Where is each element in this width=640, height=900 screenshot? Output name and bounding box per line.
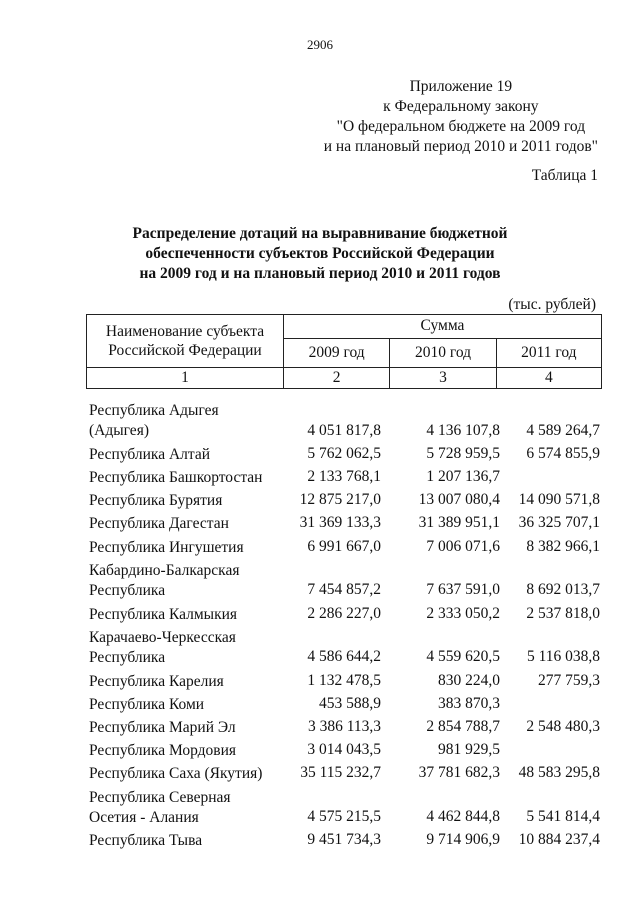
row-subject-name-line2: Республика xyxy=(89,648,166,666)
row-value-2009: 3 014 043,5 xyxy=(307,741,381,759)
row-value-2010: 383 870,3 xyxy=(438,694,500,712)
row-value-2009: 1 132 478,5 xyxy=(307,671,381,689)
table-row xyxy=(0,718,640,739)
row-value-2010: 2 854 788,7 xyxy=(426,718,500,735)
row-value-2011: 4 589 264,7 xyxy=(526,421,600,439)
row-value-2010: 7 006 071,6 xyxy=(426,537,500,555)
units-label: (тыс. рублей) xyxy=(508,296,596,313)
row-subject-name xyxy=(89,831,289,851)
row-subject-name xyxy=(89,605,289,625)
row-value-2011: 14 090 571,8 xyxy=(518,491,600,509)
appendix-line: к Федеральному закону xyxy=(383,98,539,115)
row-value-2009: 12 875 217,0 xyxy=(299,491,381,509)
row-subject-name-line1: Карачаево-Черкесская xyxy=(89,628,236,646)
row-value-2010: 31 389 951,1 xyxy=(418,514,500,532)
row-value-2009: 31 369 133,3 xyxy=(299,514,381,532)
row-value-2010: 4 559 620,5 xyxy=(426,648,500,666)
title-line: обеспеченности субъектов Российской Федерации xyxy=(145,245,495,262)
column-header-name xyxy=(87,315,284,368)
row-value-2010: 9 714 906,9 xyxy=(426,831,500,849)
row-subject-name xyxy=(89,695,289,715)
table-row xyxy=(0,514,640,535)
page-number: 2906 xyxy=(307,37,333,52)
row-subject-name-line1: Республика Башкортостан xyxy=(89,469,263,486)
column-number-3: 3 xyxy=(390,368,496,389)
row-value-2009: 7 454 857,2 xyxy=(307,581,381,599)
row-value-2011: 2 537 818,0 xyxy=(526,604,600,622)
row-subject-name xyxy=(89,401,289,441)
column-header-name-line2: Российской Федерации xyxy=(108,342,262,359)
row-subject-name xyxy=(89,764,289,784)
column-number-1: 1 xyxy=(87,368,284,389)
row-value-2010: 2 333 050,2 xyxy=(426,604,500,622)
row-subject-name xyxy=(89,445,289,465)
row-subject-name xyxy=(89,491,289,511)
row-subject-name xyxy=(89,628,289,668)
column-number-2: 2 xyxy=(284,368,390,389)
table-row xyxy=(0,741,640,762)
appendix-line: Приложение 19 xyxy=(409,78,513,95)
table-row xyxy=(0,788,640,829)
row-value-2011: 277 759,3 xyxy=(538,671,600,689)
row-value-2009: 5 762 062,5 xyxy=(307,444,381,462)
table-header xyxy=(86,314,602,389)
row-subject-name-line1: Республика Бурятия xyxy=(89,492,223,510)
row-value-2010: 37 781 682,3 xyxy=(418,764,500,782)
title-line: на 2009 год и на плановый период 2010 и 2011 годов xyxy=(139,265,501,282)
row-subject-name-line1: Республика Адыгея xyxy=(89,402,219,419)
row-value-2011: 8 382 966,1 xyxy=(526,537,600,555)
appendix-header xyxy=(324,77,598,157)
row-value-2010: 981 929,5 xyxy=(438,741,500,759)
row-subject-name-line2: (Адыгея) xyxy=(89,422,149,439)
table-row xyxy=(0,764,640,785)
table-row xyxy=(0,561,640,602)
row-value-2009: 3 386 113,3 xyxy=(307,718,381,735)
table-row xyxy=(0,831,640,852)
row-value-2009: 35 115 232,7 xyxy=(300,764,381,782)
column-header-2010: 2010 год xyxy=(390,338,496,367)
table-row xyxy=(0,468,640,489)
row-value-2011: 6 574 855,9 xyxy=(526,444,600,462)
row-value-2009: 4 051 817,8 xyxy=(307,421,381,439)
table-row xyxy=(0,628,640,669)
row-value-2010: 7 637 591,0 xyxy=(426,581,500,599)
row-subject-name xyxy=(89,468,289,488)
table-row xyxy=(0,445,640,466)
row-subject-name-line2: Республика xyxy=(89,581,166,599)
row-subject-name xyxy=(89,718,289,738)
column-number-4: 4 xyxy=(496,368,601,389)
row-value-2010: 4 136 107,8 xyxy=(426,421,500,439)
document-title xyxy=(0,224,640,284)
table-row xyxy=(0,401,640,442)
row-subject-name-line1: Республика Марий Эл xyxy=(89,719,236,736)
row-value-2009: 4 575 215,5 xyxy=(307,808,381,826)
row-value-2011: 5 541 814,4 xyxy=(526,808,600,826)
table-row xyxy=(0,672,640,693)
column-header-2009: 2009 год xyxy=(284,338,390,367)
row-value-2011: 2 548 480,3 xyxy=(526,718,600,735)
row-subject-name xyxy=(89,561,289,601)
row-subject-name-line1: Республика Алтай xyxy=(89,445,211,463)
row-subject-name xyxy=(89,672,289,692)
row-value-2009: 2 133 768,1 xyxy=(307,468,381,485)
row-subject-name-line2: Осетия - Алания xyxy=(89,808,199,826)
row-value-2011: 36 325 707,1 xyxy=(518,514,600,532)
table-row xyxy=(0,605,640,626)
row-value-2011: 48 583 295,8 xyxy=(518,764,600,782)
row-value-2009: 9 451 734,3 xyxy=(307,831,381,849)
column-header-sum: Сумма xyxy=(284,315,602,339)
row-subject-name xyxy=(89,788,289,828)
row-subject-name-line1: Республика Калмыкия xyxy=(89,605,238,623)
row-subject-name-line1: Республика Карелия xyxy=(89,672,224,690)
row-value-2009: 453 588,9 xyxy=(319,694,381,712)
row-value-2010: 13 007 080,4 xyxy=(418,491,500,509)
row-subject-name-line1: Кабардино-Балкарская xyxy=(89,561,240,579)
row-subject-name-line1: Республика Дагестан xyxy=(89,515,229,533)
row-subject-name-line1: Республика Северная xyxy=(89,788,231,806)
row-value-2010: 830 224,0 xyxy=(438,671,500,689)
row-subject-name xyxy=(89,741,289,761)
appendix-line: "О федеральном бюджете на 2009 год xyxy=(336,118,586,135)
row-value-2010: 5 728 959,5 xyxy=(426,444,500,462)
row-subject-name-line1: Республика Коми xyxy=(89,695,205,713)
table-row xyxy=(0,491,640,512)
row-subject-name-line1: Республика Саха (Якутия) xyxy=(89,765,263,783)
column-header-name-line1: Наименование субъекта xyxy=(105,323,265,340)
column-header-2011: 2011 год xyxy=(496,338,601,367)
row-value-2009: 2 286 227,0 xyxy=(307,604,381,622)
row-value-2009: 4 586 644,2 xyxy=(307,648,381,666)
row-value-2009: 6 991 667,0 xyxy=(307,537,381,555)
row-subject-name-line1: Республика Тыва xyxy=(89,832,203,850)
row-subject-name xyxy=(89,514,289,534)
appendix-line: и на плановый период 2010 и 2011 годов" xyxy=(323,138,598,155)
table-row xyxy=(0,538,640,559)
table-label: Таблица 1 xyxy=(531,167,598,184)
row-subject-name xyxy=(89,538,289,558)
row-value-2011: 5 116 038,8 xyxy=(526,648,600,666)
row-value-2010: 4 462 844,8 xyxy=(426,808,500,826)
row-subject-name-line1: Республика Ингушетия xyxy=(89,538,244,556)
row-value-2011: 8 692 013,7 xyxy=(526,581,600,599)
title-line: Распределение дотаций на выравнивание бюджетной xyxy=(132,225,508,242)
row-subject-name-line1: Республика Мордовия xyxy=(89,742,237,760)
table-row xyxy=(0,695,640,716)
row-value-2010: 1 207 136,7 xyxy=(426,468,500,485)
row-value-2011: 10 884 237,4 xyxy=(518,831,600,849)
